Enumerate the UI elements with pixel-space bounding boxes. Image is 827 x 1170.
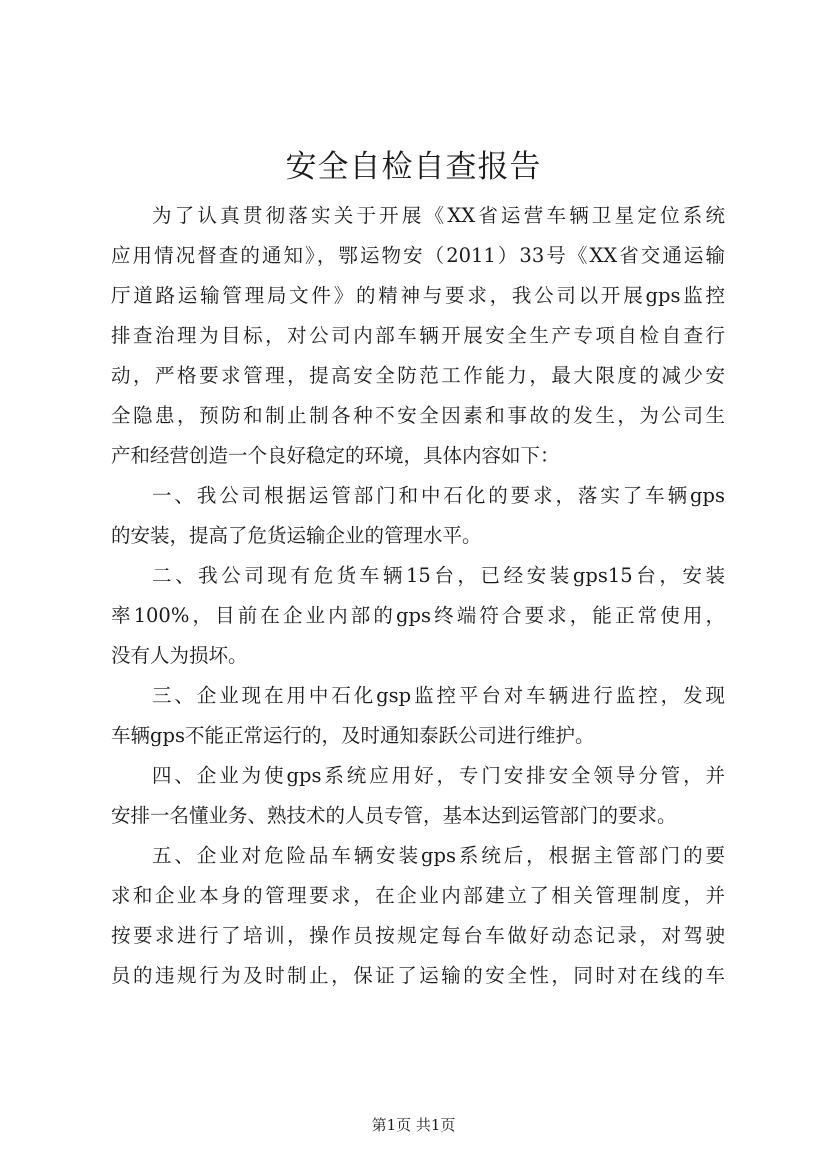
text-line: 三、企业现在用中石化gsp监控平台对车辆进行监控，发现 xyxy=(152,684,725,707)
text-line: 产和经营创造一个良好稳定的环境，具体内容如下： xyxy=(111,444,560,467)
text-line: 没有人为损坏。 xyxy=(111,644,248,667)
text-line: 为了认真贯彻落实关于开展《XX省运营车辆卫星定位系统 xyxy=(152,204,725,227)
text-line: 率100%，目前在企业内部的gps终端符合要求，能正常使用， xyxy=(111,604,725,627)
text-line: 的安装，提高了危货运输企业的管理水平。 xyxy=(111,524,482,547)
text-line: 求和企业本身的管理要求，在企业内部建立了相关管理制度，并 xyxy=(111,884,725,907)
text-line: 五、企业对危险品车辆安装gps系统后，根据主管部门的要 xyxy=(152,844,725,867)
text-line: 车辆gps不能正常运行的，及时通知泰跃公司进行维护。 xyxy=(111,724,595,747)
text-line: 员的违规行为及时制止，保证了运输的安全性，同时对在线的车 xyxy=(111,964,725,987)
text-line: 动，严格要求管理，提高安全防范工作能力，最大限度的减少安 xyxy=(111,364,725,387)
page-footer: 第1页 共1页 xyxy=(371,1116,456,1134)
text-line: 一、我公司根据运管部门和中石化的要求，落实了车辆gps xyxy=(152,484,725,507)
text-line: 二、我公司现有危货车辆15台，已经安装gps15台，安装 xyxy=(152,564,725,587)
text-line: 排查治理为目标，对公司内部车辆开展安全生产专项自检自查行 xyxy=(111,324,725,347)
text-line: 厅道路运输管理局文件》的精神与要求，我公司以开展gps监控 xyxy=(111,284,725,307)
report-body xyxy=(111,196,725,996)
text-line: 按要求进行了培训，操作员按规定每台车做好动态记录，对驾驶 xyxy=(111,924,725,947)
text-line: 安排一名懂业务、熟技术的人员专管，基本达到运管部门的要求。 xyxy=(111,804,677,827)
page-title: 安全自检自查报告 xyxy=(285,149,542,185)
text-line: 应用情况督查的通知》，鄂运物安（2011）33号《XX省交通运输 xyxy=(111,244,725,267)
text-line: 全隐患，预防和制止制各种不安全因素和事故的发生，为公司生 xyxy=(111,404,725,427)
text-line: 四、企业为使gps系统应用好，专门安排安全领导分管，并 xyxy=(152,764,725,787)
